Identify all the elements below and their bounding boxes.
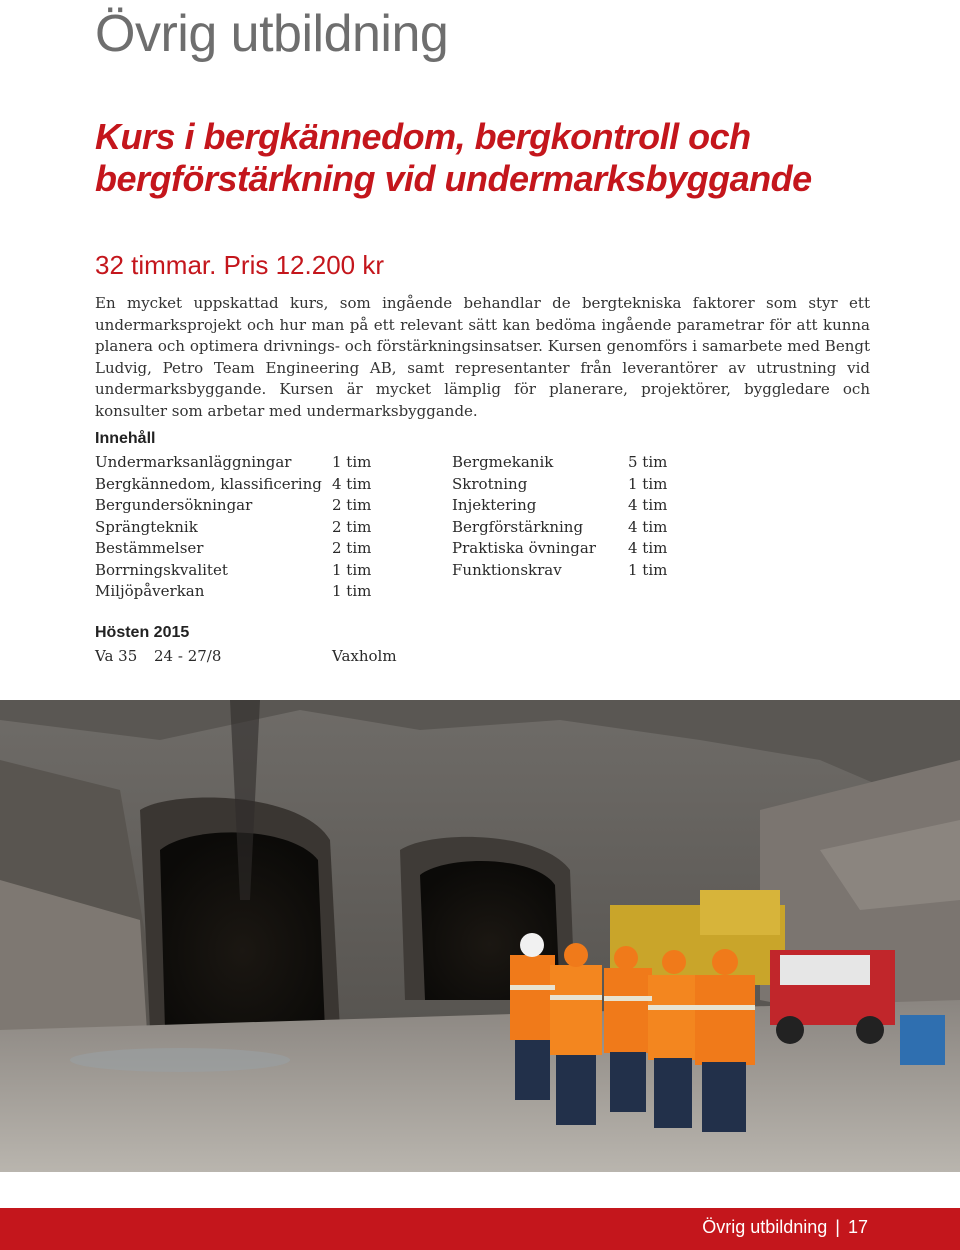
contents-row xyxy=(95,538,395,560)
topic: Injektering xyxy=(452,496,537,514)
contents-row xyxy=(95,452,395,474)
session-week: Va 35 xyxy=(95,647,138,665)
contents-row xyxy=(95,474,395,496)
hours: 4 tim xyxy=(332,474,372,493)
hours: 1 tim xyxy=(332,560,372,579)
contents-heading: Innehåll xyxy=(95,430,156,447)
topic: Bestämmelser xyxy=(95,539,204,557)
page-number: 17 xyxy=(847,1217,868,1237)
topic: Sprängteknik xyxy=(95,517,198,536)
topic: Praktiska övningar xyxy=(452,539,596,557)
hours: 1 tim xyxy=(628,474,668,493)
contents-row xyxy=(95,560,395,582)
topic: Borrningskvalitet xyxy=(95,560,228,579)
course-title: Kurs i bergkännedom, bergkontroll och bergförstärkning vid undermarksbyggande xyxy=(95,116,812,199)
topic: Funktionskrav xyxy=(452,560,562,579)
hours: 2 tim xyxy=(332,539,372,557)
contents-row xyxy=(452,560,712,582)
tunnel-photo xyxy=(0,700,960,1172)
contents-list-right xyxy=(452,452,712,581)
topic: Skrotning xyxy=(452,474,528,493)
hours: 5 tim xyxy=(628,453,668,471)
hours: 4 tim xyxy=(628,517,668,536)
session-location: Vaxholm xyxy=(332,647,397,665)
contents-row xyxy=(95,517,395,539)
contents-row xyxy=(452,538,712,560)
topic: Bergmekanik xyxy=(452,453,554,471)
course-duration-price: 32 timmar. Pris 12.200 kr xyxy=(95,250,384,280)
page-header-title: Övrig utbildning xyxy=(95,5,449,63)
hours: 1 tim xyxy=(332,453,372,471)
hours: 4 tim xyxy=(628,539,668,557)
contents-row xyxy=(452,452,712,474)
topic: Undermarksanläggningar xyxy=(95,453,292,471)
hours: 4 tim xyxy=(628,496,668,514)
contents-row xyxy=(452,495,712,517)
course-description: En mycket uppskattad kurs, som ingående behandlar de bergtekniska faktorer som styr ett undermarksprojekt och hur man på ett relevant sätt kan bedöma ingående parametrar för att kunna planera och optimera drivnings- och förstärkningsinsatser. Kursen genomförs i samarbete med Bengt Ludvig, Petro Team Engineering AB, samt representanter från leverantörer av utrustning vid undermarksbyggande. Kursen är mycket lämplig för planerare, projektörer, byggledare och konsulter som arbetar med undermarksbyggande. xyxy=(95,294,870,420)
hours: 2 tim xyxy=(332,517,372,536)
topic: Bergkännedom, klassificering xyxy=(95,474,322,493)
footer-section: Övrig utbildning xyxy=(702,1217,828,1237)
term-heading: Hösten 2015 xyxy=(95,624,190,641)
contents-row xyxy=(452,474,712,496)
footer-text xyxy=(702,1217,868,1238)
topic: Bergförstärkning xyxy=(452,517,584,536)
topic: Miljöpåverkan xyxy=(95,582,205,600)
tunnel-photo-illustration xyxy=(0,700,960,1172)
contents-row xyxy=(95,581,395,603)
hours: 2 tim xyxy=(332,496,372,514)
topic: Bergundersökningar xyxy=(95,496,253,514)
hours: 1 tim xyxy=(628,560,668,579)
contents-row xyxy=(452,517,712,539)
footer-bar xyxy=(0,1208,960,1250)
footer-separator: | xyxy=(835,1217,840,1237)
contents-list-left xyxy=(95,452,395,603)
hours: 1 tim xyxy=(332,582,372,600)
session-dates: 24 - 27/8 xyxy=(154,647,222,665)
contents-row xyxy=(95,495,395,517)
